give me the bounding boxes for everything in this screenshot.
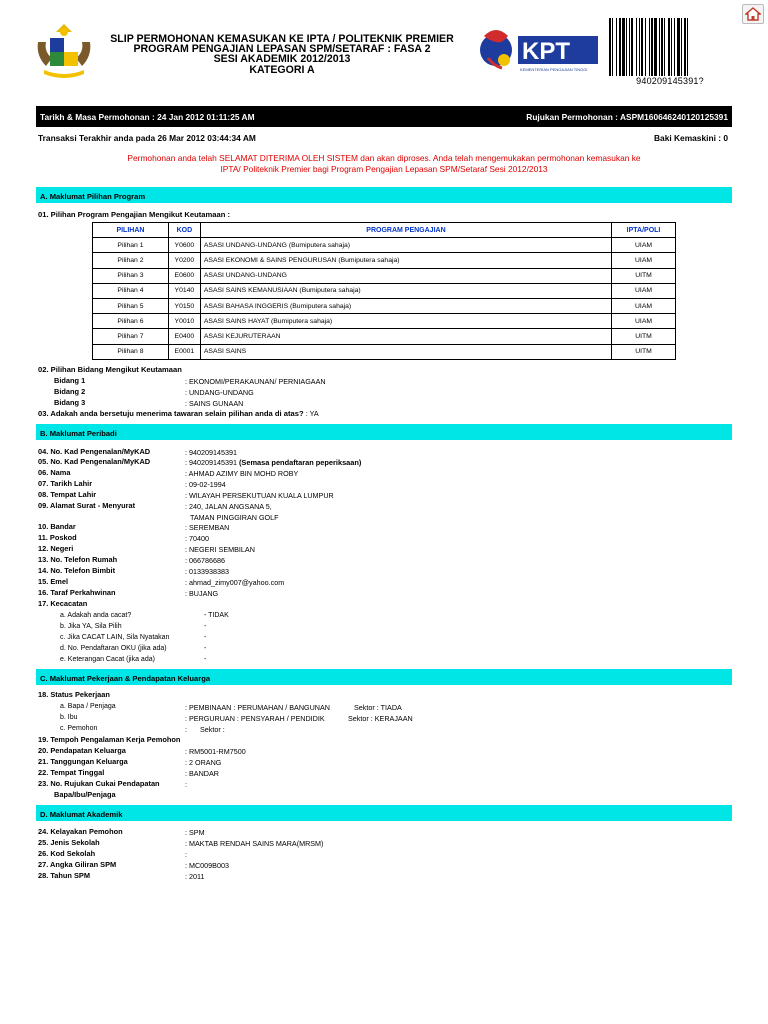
application-info-bar bbox=[36, 106, 732, 127]
pekerjaan-bapa-sektor: Sektor : TIADA bbox=[354, 703, 402, 712]
pekerjaan-pemohon-sektor: Sektor : bbox=[200, 725, 225, 734]
pekerjaan-pemohon-value: : bbox=[185, 725, 187, 734]
cell-program: ASASI UNDANG-UNDANG (Bumiputera sahaja) bbox=[200, 238, 611, 253]
field-14-label: 14. No. Telefon Bimbit bbox=[38, 566, 116, 575]
field-16-label: 16. Taraf Perkahwinan bbox=[38, 588, 116, 597]
cell-ipta: UITM bbox=[612, 329, 676, 344]
cell-ipta: UIAM bbox=[612, 298, 676, 313]
field-11-value: : 70400 bbox=[185, 534, 209, 543]
question-03 bbox=[38, 409, 319, 418]
cell-ipta: UITM bbox=[612, 268, 676, 283]
field-04-label: 04. No. Kad Pengenalan/MyKAD bbox=[38, 447, 151, 456]
cell-ipta: UIAM bbox=[612, 238, 676, 253]
field-12-value: : NEGERI SEMBILAN bbox=[185, 545, 255, 554]
barcode-image bbox=[608, 18, 732, 76]
submission-notice bbox=[60, 153, 708, 175]
cell-ipta: UIAM bbox=[612, 253, 676, 268]
update-balance: Baki Kemaskini : 0 bbox=[653, 133, 728, 143]
col-header-pilihan: PILIHAN bbox=[93, 223, 169, 238]
home-button[interactable] bbox=[742, 4, 764, 24]
cell-pilihan: Pilihan 7 bbox=[93, 329, 169, 344]
table-header-row bbox=[93, 223, 676, 238]
table-row bbox=[93, 344, 676, 359]
kecacatan-e-label: e. Keterangan Cacat (jika ada) bbox=[60, 656, 155, 663]
pekerjaan-ibu-label: b. Ibu bbox=[60, 714, 78, 721]
notice-line-2: IPTA/ Politeknik Premier bagi Program Pengajian Lepasan SPM/Setaraf Sesi 2012/2013 bbox=[220, 164, 548, 174]
col-header-kod: KOD bbox=[168, 223, 200, 238]
col-header-program: PROGRAM PENGAJIAN bbox=[200, 223, 611, 238]
kecacatan-b-value: - bbox=[204, 623, 207, 630]
field-19-label: 19. Tempoh Pengalaman Kerja Pemohon bbox=[38, 735, 181, 744]
field-25-label: 25. Jenis Sekolah bbox=[38, 838, 100, 847]
field-08-value: : WILAYAH PERSEKUTUAN KUALA LUMPUR bbox=[185, 491, 334, 500]
field-20-label: 20. Pendapatan Keluarga bbox=[38, 746, 126, 755]
table-row bbox=[93, 283, 676, 298]
cell-kod: E0001 bbox=[168, 344, 200, 359]
field-27-value: : MC009B003 bbox=[185, 861, 229, 870]
cell-pilihan: Pilihan 1 bbox=[93, 238, 169, 253]
cell-program: ASASI KEJURUTERAAN bbox=[200, 329, 611, 344]
cell-program: ASASI SAINS bbox=[200, 344, 611, 359]
cell-ipta: UIAM bbox=[612, 314, 676, 329]
question-03-text: 03. Adakah anda bersetuju menerima tawaran selain pilihan anda di atas? bbox=[38, 409, 304, 418]
cell-pilihan: Pilihan 2 bbox=[93, 253, 169, 268]
logo-brand-text: KPT bbox=[522, 38, 570, 65]
kecacatan-b-label: b. Jika YA, Sila Pilih bbox=[60, 623, 122, 630]
field-17-label: 17. Kecacatan bbox=[38, 599, 88, 608]
cell-kod: Y0140 bbox=[168, 283, 200, 298]
field-07-label: 07. Tarikh Lahir bbox=[38, 479, 93, 488]
cell-program: ASASI SAINS HAYAT (Bumiputera sahaja) bbox=[200, 314, 611, 329]
page-header bbox=[104, 34, 460, 75]
field-07-value: : 09-02-1994 bbox=[185, 480, 226, 489]
home-icon bbox=[745, 7, 761, 21]
field-15-value: : ahmad_zimy007@yahoo.com bbox=[185, 578, 285, 587]
field-14-value: : 0133938383 bbox=[185, 567, 229, 576]
section-a-header: A. Maklumat Pilihan Program bbox=[36, 187, 732, 203]
header-line-4: KATEGORI A bbox=[249, 63, 315, 76]
pekerjaan-pemohon-label: c. Pemohon bbox=[60, 725, 98, 732]
field-13-value: : 066786686 bbox=[185, 556, 225, 565]
bidang-3-label: Bidang 3 bbox=[54, 398, 86, 407]
cell-pilihan: Pilihan 4 bbox=[93, 283, 169, 298]
kpt-logo bbox=[474, 22, 602, 78]
section-d-header: D. Maklumat Akademik bbox=[36, 805, 732, 821]
cell-kod: E0400 bbox=[168, 329, 200, 344]
field-28-value: : 2011 bbox=[185, 872, 205, 881]
pekerjaan-ibu-sektor: Sektor : KERAJAAN bbox=[348, 714, 413, 723]
header-line-1: SLIP PERMOHONAN KEMASUKAN KE IPTA / POLITEKNIK PREMIER bbox=[110, 33, 454, 45]
field-25-value: : MAKTAB RENDAH SAINS MARA(MRSM) bbox=[185, 839, 324, 848]
field-24-value: : SPM bbox=[185, 828, 205, 837]
program-choices-table bbox=[92, 222, 676, 360]
kecacatan-a-label: a. Adakah anda cacat? bbox=[60, 612, 132, 619]
kecacatan-a-value: - TIDAK bbox=[204, 612, 229, 619]
kecacatan-d-value: - bbox=[204, 645, 207, 652]
bidang-2-value: : UNDANG-UNDANG bbox=[185, 388, 254, 397]
field-13-label: 13. No. Telefon Rumah bbox=[38, 555, 118, 564]
cell-kod: Y0010 bbox=[168, 314, 200, 329]
cell-kod: Y0600 bbox=[168, 238, 200, 253]
application-datetime: Tarikh & Masa Permohonan : 24 Jan 2012 01:11:25 AM bbox=[40, 112, 255, 122]
cell-program: ASASI EKONOMI & SAINS PENGURUSAN (Bumiputera sahaja) bbox=[200, 253, 611, 268]
pekerjaan-bapa-value: : PEMBINAAN : PERUMAHAN / BANGUNAN bbox=[185, 703, 330, 712]
field-08-label: 08. Tempat Lahir bbox=[38, 490, 97, 499]
cell-kod: Y0200 bbox=[168, 253, 200, 268]
cell-pilihan: Pilihan 5 bbox=[93, 298, 169, 313]
notice-line-1: Permohonan anda telah SELAMAT DITERIMA OLEH SISTEM dan akan diproses. Anda telah mengemukakan permohonan kemasukan ke bbox=[127, 153, 641, 163]
pekerjaan-bapa-label: a. Bapa / Penjaga bbox=[60, 703, 116, 710]
field-05-value bbox=[185, 458, 361, 467]
field-23-value: : bbox=[185, 780, 187, 789]
field-27-label: 27. Angka Giliran SPM bbox=[38, 860, 117, 869]
cell-pilihan: Pilihan 3 bbox=[93, 268, 169, 283]
application-reference: Rujukan Permohonan : ASPM160646240120125391 bbox=[526, 112, 728, 122]
cell-pilihan: Pilihan 6 bbox=[93, 314, 169, 329]
header-line-3: SESI AKADEMIK 2012/2013 bbox=[213, 53, 351, 66]
field-24-label: 24. Kelayakan Pemohon bbox=[38, 827, 123, 836]
bidang-1-value: : EKONOMI/PERAKAUNAN/ PERNIAGAAN bbox=[185, 377, 326, 386]
cell-program: ASASI BAHASA INGGERIS (Bumiputera sahaja) bbox=[200, 298, 611, 313]
table-row bbox=[93, 253, 676, 268]
table-row bbox=[93, 314, 676, 329]
cell-ipta: UIAM bbox=[612, 283, 676, 298]
cell-ipta: UITM bbox=[612, 344, 676, 359]
field-09-value-2: TAMAN PINGGIRAN GOLF bbox=[190, 513, 279, 522]
field-20-value: : RM5001-RM7500 bbox=[185, 747, 246, 756]
field-18-label: 18. Status Pekerjaan bbox=[38, 690, 110, 699]
field-09-value: : 240, JALAN ANGSANA 5, bbox=[185, 502, 272, 511]
question-03-answer: : YA bbox=[305, 409, 319, 418]
field-09-label: 09. Alamat Surat - Menyurat bbox=[38, 501, 136, 510]
table-row bbox=[93, 298, 676, 313]
cell-kod: E0600 bbox=[168, 268, 200, 283]
field-06-value: : AHMAD AZIMY BIN MOHD ROBY bbox=[185, 469, 299, 478]
field-28-label: 28. Tahun SPM bbox=[38, 871, 91, 880]
cell-kod: Y0150 bbox=[168, 298, 200, 313]
field-23-label: 23. No. Rujukan Cukai Pendapatan bbox=[38, 779, 160, 788]
kecacatan-c-value: - bbox=[204, 634, 207, 641]
field-21-value: : 2 ORANG bbox=[185, 758, 222, 767]
barcode-number: 940209145391? bbox=[636, 76, 704, 86]
coat-of-arms-emblem bbox=[34, 22, 94, 80]
field-10-label: 10. Bandar bbox=[38, 522, 76, 531]
kecacatan-c-label: c. Jika CACAT LAIN, Sila Nyatakan bbox=[60, 634, 170, 641]
field-10-value: : SEREMBAN bbox=[185, 523, 230, 532]
field-06-label: 06. Nama bbox=[38, 468, 71, 477]
header-line-2: PROGRAM PENGAJIAN LEPASAN SPM/SETARAF : FASA 2 bbox=[133, 43, 431, 56]
field-23-label-2: Bapa/Ibu/Penjaga bbox=[54, 790, 116, 799]
cell-program: ASASI SAINS KEMANUSIAAN (Bumiputera sahaja) bbox=[200, 283, 611, 298]
field-16-value: : BUJANG bbox=[185, 589, 219, 598]
last-transaction: Transaksi Terakhir anda pada 26 Mar 2012 03:44:34 AM bbox=[38, 133, 256, 143]
logo-tagline-text: KEMENTERIAN PENGAJIAN TINGGI bbox=[520, 67, 588, 72]
field-05-note: (Semasa pendaftaran peperiksaan) bbox=[238, 458, 362, 467]
section-b-header: B. Maklumat Peribadi bbox=[36, 424, 732, 440]
field-26-label: 26. Kod Sekolah bbox=[38, 849, 96, 858]
bidang-2-label: Bidang 2 bbox=[54, 387, 86, 396]
field-26-value: : bbox=[185, 850, 187, 859]
table-row bbox=[93, 329, 676, 344]
field-04-value: : 940209145391 bbox=[185, 448, 237, 457]
bidang-3-value: : SAINS GUNAAN bbox=[185, 399, 244, 408]
field-11-label: 11. Poskod bbox=[38, 533, 77, 542]
field-22-label: 22. Tempat Tinggal bbox=[38, 768, 105, 777]
cell-pilihan: Pilihan 8 bbox=[93, 344, 169, 359]
pekerjaan-ibu-value: : PERGURUAN : PENSYARAH / PENDIDIK bbox=[185, 714, 325, 723]
field-15-label: 15. Emel bbox=[38, 577, 68, 586]
field-12-label: 12. Negeri bbox=[38, 544, 74, 553]
kecacatan-e-value: - bbox=[204, 656, 207, 663]
cell-program: ASASI UNDANG-UNDANG bbox=[200, 268, 611, 283]
kecacatan-d-label: d. No. Pendaftaran OKU (jika ada) bbox=[60, 645, 167, 652]
bidang-1-label: Bidang 1 bbox=[54, 376, 86, 385]
table-row bbox=[93, 238, 676, 253]
field-21-label: 21. Tanggungan Keluarga bbox=[38, 757, 128, 766]
field-05-label: 05. No. Kad Pengenalan/MyKAD bbox=[38, 457, 151, 466]
question-02: 02. Pilihan Bidang Mengikut Keutamaan bbox=[38, 365, 182, 374]
section-c-header: C. Maklumat Pekerjaan & Pendapatan Keluarga bbox=[36, 669, 732, 685]
field-22-value: : BANDAR bbox=[185, 769, 219, 778]
col-header-ipta: IPTA/POLI bbox=[612, 223, 676, 238]
field-05-ic: : 940209145391 bbox=[185, 458, 237, 467]
question-01: 01. Pilihan Program Pengajian Mengikut Keutamaan : bbox=[38, 210, 230, 219]
table-row bbox=[93, 268, 676, 283]
